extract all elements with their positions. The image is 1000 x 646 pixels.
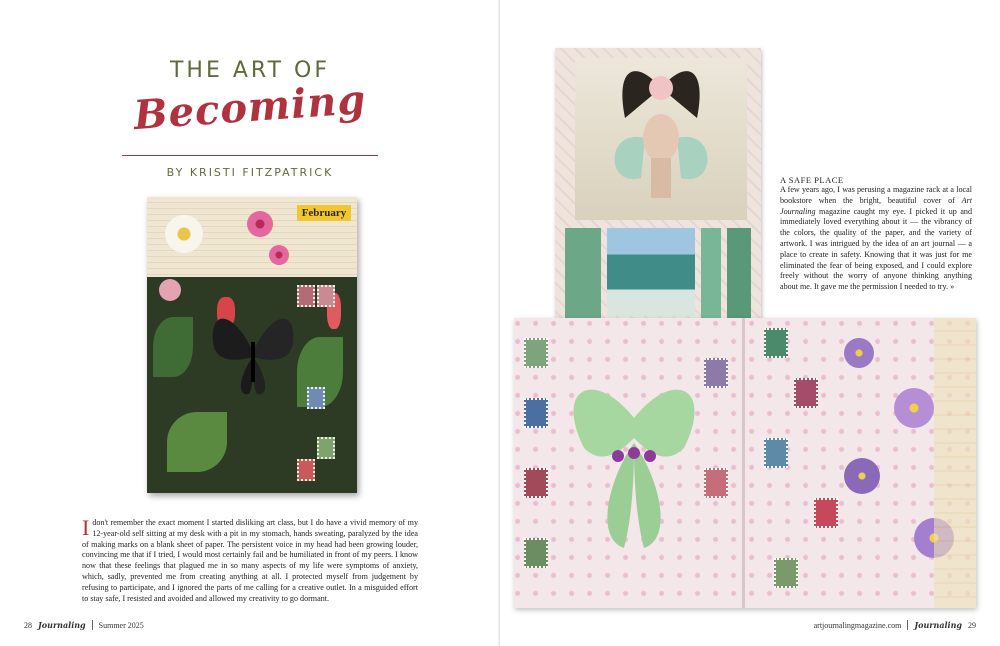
pink-flower-icon xyxy=(269,245,289,265)
sidebar-text-after: magazine caught my eye. I picked it up and immediately loved everything about it — the vibrancy of the colors, the quality of the paper, and the variety of artwork. I was intrigued by the idea of an art journal — a place to create in safety. Knowing that it was just for me eliminated the fear of being exposed, and I could explore freely without the worry of anyone thinking anything about me. It gave me the permission I needed to try. » xyxy=(780,206,972,292)
magazine-logo: Journaling xyxy=(38,620,86,630)
portrait-collage-image xyxy=(555,48,761,338)
drop-cap: I xyxy=(82,515,90,540)
article-kicker: THE ART OF xyxy=(169,58,330,83)
left-page-number: 28 xyxy=(24,620,32,630)
floral-paper-strip xyxy=(934,318,976,608)
moth-stamps-spread-image xyxy=(514,318,976,608)
magazine-logo: Journaling xyxy=(914,620,962,630)
sidebar-heading: A SAFE PLACE xyxy=(780,175,844,185)
stamp-icon xyxy=(297,459,315,481)
issue-date: Summer 2025 xyxy=(98,620,144,630)
sidebar-text-before: A few years ago, I was perusing a magazine rack at a local bookstore when the bright, beautiful cover of xyxy=(780,185,972,205)
stamp-icon xyxy=(704,358,728,388)
stamp-icon xyxy=(524,468,548,498)
leaf-icon xyxy=(167,412,227,472)
magazine-name: Art Journaling xyxy=(780,195,972,216)
right-folio xyxy=(814,620,976,630)
stamp-icon xyxy=(774,558,798,588)
stamp-icon xyxy=(524,538,548,568)
daisy-icon xyxy=(165,215,203,253)
article-title: Becoming xyxy=(132,75,368,140)
stamp-icon xyxy=(317,285,335,307)
stamp-icon xyxy=(704,468,728,498)
title-divider xyxy=(122,155,378,156)
luna-moth-icon xyxy=(554,358,714,558)
violet-flower-icon xyxy=(844,338,874,368)
left-folio xyxy=(24,620,144,630)
website-url: artjournalingmagazine.com xyxy=(813,620,902,630)
green-strip xyxy=(701,228,721,328)
stamp-icon xyxy=(524,338,548,368)
green-strip xyxy=(727,228,751,328)
article-body xyxy=(82,515,418,604)
folio-divider xyxy=(907,620,908,630)
stamp-icon xyxy=(317,437,335,459)
leaf-icon xyxy=(153,317,193,377)
butterfly-icon xyxy=(205,302,301,402)
folio-divider xyxy=(92,620,93,630)
body-paragraph: don't remember the exact moment I started disliking art class, but I do have a vivid memory of my 12-year-old self sitting at my desk with a pit in my stomach, hands sweating, paralyzed by the idea of making marks on a blank sheet of paper. The persistent voice in my head had been growing louder, convincing me that if I tried, I would most certainly fail and be humiliated in front of my peers. I know now that these feelings that plagued me in so many aspects of my life were symptoms of anxiety, which, sadly, prevented me from creating anything at all. I protected myself from judgement by refusing to participate, and I ignored the parts of me calling for a creative outlet. In a misguided effort to stay safe, I resisted and avoided and allowed my creativity to go dormant. xyxy=(82,518,418,603)
stamp-icon xyxy=(307,387,325,409)
stamp-icon xyxy=(297,285,315,307)
pink-flower-icon xyxy=(159,279,181,301)
seascape-image xyxy=(607,228,695,316)
right-page-number: 29 xyxy=(968,620,976,630)
month-label: February xyxy=(297,205,351,221)
sidebar-paragraph xyxy=(780,185,972,293)
byline: BY KRISTI FITZPATRICK xyxy=(166,166,334,179)
journal-cover-image xyxy=(147,197,357,493)
stamp-icon xyxy=(794,378,818,408)
stamp-icon xyxy=(524,398,548,428)
violet-flower-icon xyxy=(894,388,934,428)
stamp-icon xyxy=(764,438,788,468)
stamp-icon xyxy=(814,498,838,528)
green-strip xyxy=(565,228,601,328)
violet-flower-icon xyxy=(844,458,880,494)
winged-portrait-icon xyxy=(575,58,747,220)
pink-flower-icon xyxy=(247,211,273,237)
journal-spine xyxy=(742,318,745,608)
stamp-icon xyxy=(764,328,788,358)
